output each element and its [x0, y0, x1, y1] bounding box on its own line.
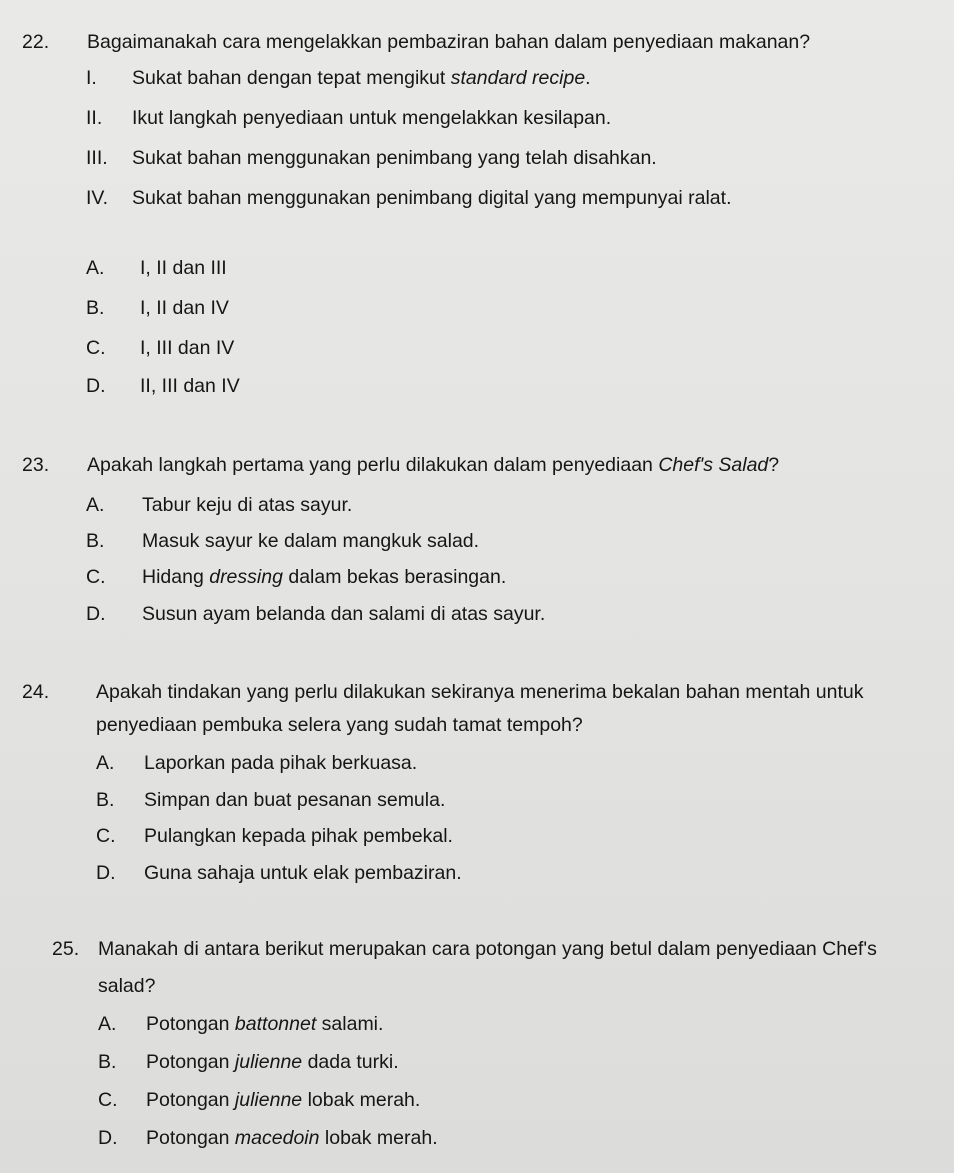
option-letter: B.	[86, 530, 105, 552]
option-text: Potongan julienne dada turki.	[146, 1051, 399, 1073]
option-letter: C.	[98, 1089, 118, 1111]
question-text-line1: Apakah tindakan yang perlu dilakukan sekiranya menerima bekalan bahan mentah untuk	[96, 681, 864, 703]
question-text: Bagaimanakah cara mengelakkan pembaziran bahan dalam penyediaan makanan?	[87, 31, 811, 53]
question-number: 23.	[22, 454, 50, 476]
option-text: I, II dan IV	[140, 297, 229, 319]
option-text: Potongan macedoin lobak merah.	[146, 1127, 438, 1149]
option-text: Potongan julienne lobak merah.	[146, 1089, 421, 1111]
option-letter: C.	[86, 566, 106, 588]
option-text: Tabur keju di atas sayur.	[142, 494, 353, 516]
option-letter: D.	[86, 375, 106, 397]
question-number: 22.	[22, 31, 50, 53]
question-text: Apakah langkah pertama yang perlu dilakukan dalam penyediaan Chef's Salad?	[87, 454, 780, 476]
statement-label: III.	[86, 147, 108, 169]
option-text: Masuk sayur ke dalam mangkuk salad.	[142, 530, 480, 552]
statement-text: Sukat bahan menggunakan penimbang digital yang mempunyai ralat.	[132, 187, 732, 209]
option-text: Susun ayam belanda dan salami di atas sayur.	[142, 603, 546, 625]
option-letter: A.	[98, 1013, 117, 1035]
option-letter: A.	[86, 494, 105, 516]
option-text: Laporkan pada pihak berkuasa.	[144, 752, 418, 774]
option-text: I, III dan IV	[140, 337, 235, 359]
question-number: 24.	[22, 681, 50, 703]
option-text: II, III dan IV	[140, 375, 240, 397]
statement-label: IV.	[86, 187, 109, 209]
statement-text: Sukat bahan menggunakan penimbang yang telah disahkan.	[132, 147, 657, 169]
option-letter: B.	[96, 789, 115, 811]
option-text: Guna sahaja untuk elak pembaziran.	[144, 862, 462, 884]
option-letter: D.	[96, 862, 116, 884]
option-letter: D.	[86, 603, 106, 625]
question-text-line1: Manakah di antara berikut merupakan cara potongan yang betul dalam penyediaan Chef's	[98, 938, 877, 960]
statement-label: I.	[86, 67, 97, 89]
statement-label: II.	[86, 107, 103, 129]
option-text: Hidang dressing dalam bekas berasingan.	[142, 566, 507, 588]
statement-text: Ikut langkah penyediaan untuk mengelakkan kesilapan.	[132, 107, 612, 129]
statement-text: Sukat bahan dengan tepat mengikut standard recipe.	[132, 67, 591, 89]
option-letter: C.	[96, 825, 116, 847]
question-text-line2: salad?	[98, 975, 156, 997]
option-letter: D.	[98, 1127, 118, 1149]
question-text-line2: penyediaan pembuka selera yang sudah tamat tempoh?	[96, 714, 583, 736]
option-letter: C.	[86, 337, 106, 359]
option-text: Potongan battonnet salami.	[146, 1013, 384, 1035]
option-letter: B.	[86, 297, 105, 319]
option-letter: A.	[96, 752, 115, 774]
option-text: Simpan dan buat pesanan semula.	[144, 789, 446, 811]
option-text: Pulangkan kepada pihak pembekal.	[144, 825, 453, 847]
option-letter: B.	[98, 1051, 117, 1073]
option-text: I, II dan III	[140, 257, 227, 279]
option-letter: A.	[86, 257, 105, 279]
question-number: 25.	[52, 938, 80, 960]
